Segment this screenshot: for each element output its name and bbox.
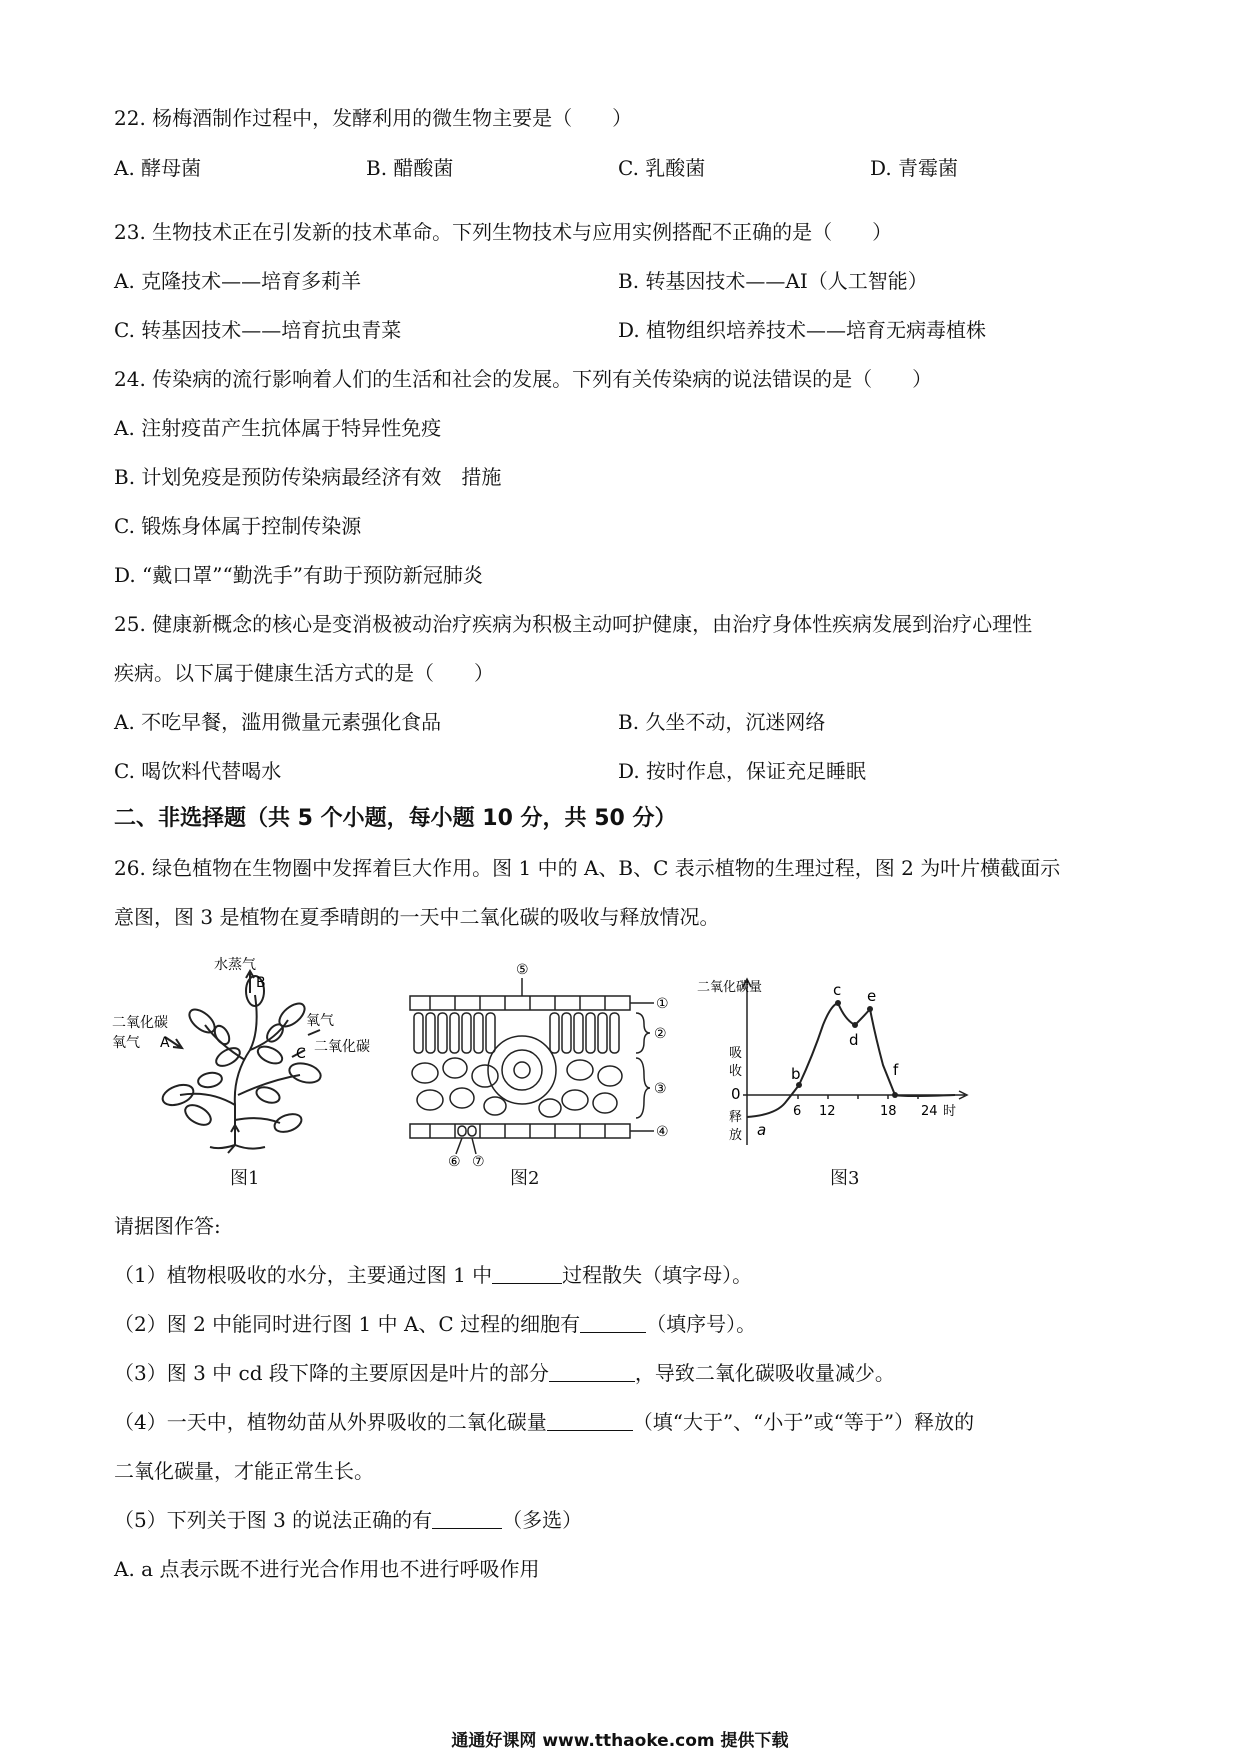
q25-option-c: C. 喝饮料代替喝水: [114, 759, 282, 783]
sub2-text-post: （填序号）。: [646, 1312, 757, 1336]
sub3-text-post: ，导致二氧化碳吸收量减少。: [634, 1361, 895, 1385]
q23-option-c: C. 转基因技术——培育抗虫青菜: [114, 318, 402, 342]
page-footer: 通通好课网 www.tthaoke.com 提供下载: [451, 1731, 789, 1751]
sub1-text-post: 过程散失（填字母）。: [562, 1263, 753, 1287]
q26-sub5: [114, 1506, 582, 1534]
sub2-text-pre: （2）图 2 中能同时进行图 1 中 A、C 过程的细胞有: [114, 1312, 581, 1336]
point-e: [867, 1006, 873, 1012]
plant-drawing: [160, 971, 323, 1153]
sub5-answer-blank[interactable]: [432, 1508, 502, 1529]
q23-stem: 23. 生物技术正在引发新的技术革命。下列生物技术与应用实例搭配不正确的是（ ）: [114, 220, 893, 244]
label-3: ③: [654, 1081, 667, 1097]
y-axis: [743, 979, 751, 1145]
label-1: ①: [656, 996, 669, 1012]
q26-stem-line2: 意图，图 3 是植物在夏季晴朗的一天中二氧化碳的吸收与释放情况。: [114, 905, 720, 929]
q26-sub5-option-a: A. a 点表示既不进行光合作用也不进行呼吸作用: [114, 1557, 540, 1581]
label-water-vapor: 水蒸气: [214, 957, 256, 973]
sub4-answer-blank[interactable]: [547, 1410, 633, 1431]
q24-option-c: C. 锻炼身体属于控制传染源: [114, 514, 362, 538]
q22-option-b: B. 醋酸菌: [366, 156, 454, 180]
q26-prompt: 请据图作答:: [114, 1214, 221, 1238]
label-6: ⑥: [448, 1154, 461, 1168]
q26-sub1: [114, 1261, 752, 1289]
label-point-f: f: [893, 1061, 899, 1079]
label-o2-left: 氧气: [112, 1035, 140, 1051]
point-c: [835, 1000, 841, 1006]
y-release-1: 释: [729, 1110, 743, 1125]
label-4: ④: [656, 1124, 669, 1140]
q26-sub4: [114, 1408, 974, 1436]
figure-1-plant: [110, 955, 390, 1155]
sub2-answer-blank[interactable]: [580, 1312, 646, 1333]
q22-option-a: A. 酵母菌: [114, 156, 202, 180]
q24-option-b: B. 计划免疫是预防传染病最经济有效 措施: [114, 465, 502, 489]
y-absorb-2: 收: [729, 1064, 743, 1079]
sub3-answer-blank[interactable]: [549, 1361, 635, 1382]
label-point-e: e: [867, 987, 877, 1005]
q25-option-d: D. 按时作息，保证充足睡眠: [618, 759, 867, 783]
x-unit: 时: [943, 1104, 957, 1119]
q22-option-d: D. 青霉菌: [870, 156, 959, 180]
q23-option-b: B. 转基因技术——AI（人工智能）: [618, 269, 928, 293]
figure-2-leaf-section: [400, 958, 700, 1168]
figure-2-caption: 图2: [510, 1168, 540, 1189]
label-o2-right: 氧气: [306, 1013, 334, 1029]
sub4-text-post: （填“大于”、“小于”或“等于”）释放的: [632, 1410, 975, 1434]
x-tick-24: 24: [921, 1104, 938, 1119]
q23-option-a: A. 克隆技术——培育多莉羊: [114, 269, 362, 293]
y-axis-label: 二氧化碳量: [697, 980, 763, 995]
label-c: C: [296, 1046, 306, 1062]
label-2: ②: [654, 1026, 667, 1042]
q25-option-a: A. 不吃早餐，滥用微量元素强化食品: [114, 710, 442, 734]
sub1-text-pre: （1）植物根吸收的水分，主要通过图 1 中: [114, 1263, 493, 1287]
point-f: [892, 1092, 898, 1098]
x-tick-6: 6: [793, 1104, 802, 1119]
section-title: 二、非选择题（共 5 个小题，每小题 10 分，共 50 分）: [114, 806, 677, 831]
label-co2-right: 二氧化碳: [314, 1039, 370, 1055]
label-point-d: d: [849, 1031, 859, 1049]
q26-sub4-line2: 二氧化碳量，才能正常生长。: [114, 1459, 374, 1483]
leaf-cells: [410, 978, 654, 1154]
q24-option-d: D. “戴口罩”“勤洗手”有助于预防新冠肺炎: [114, 563, 483, 587]
y-release-2: 放: [729, 1128, 743, 1143]
co2-curve: [747, 1003, 955, 1117]
figure-3-caption: 图3: [830, 1168, 860, 1189]
label-point-b: b: [791, 1065, 801, 1083]
q26-stem-line1: 26. 绿色植物在生物圈中发挥着巨大作用。图 1 中的 A、B、C 表示植物的生理过程，图 2 为叶片横截面示: [114, 856, 1061, 880]
sub4-text-pre: （4）一天中，植物幼苗从外界吸收的二氧化碳量: [114, 1410, 547, 1434]
q26-sub2: [114, 1310, 756, 1338]
figure-1-caption: 图1: [230, 1168, 260, 1189]
label-5: ⑤: [516, 962, 529, 978]
q26-sub3: [114, 1359, 895, 1387]
q25-stem-line2: 疾病。以下属于健康生活方式的是（ ）: [114, 661, 494, 685]
sub5-text-post: （多选）: [502, 1508, 583, 1532]
q25-stem-line1: 25. 健康新概念的核心是变消极被动治疗疾病为积极主动呵护健康，由治疗身体性疾病发展到治疗心理性: [114, 612, 1033, 636]
q23-option-d: D. 植物组织培养技术——培育无病毒植株: [618, 318, 987, 342]
q22-option-c: C. 乳酸菌: [618, 156, 706, 180]
sub5-text-pre: （5）下列关于图 3 的说法正确的有: [114, 1508, 433, 1532]
label-co2-left: 二氧化碳: [112, 1015, 168, 1031]
q25-option-b: B. 久坐不动，沉迷网络: [618, 710, 826, 734]
label-point-a: a: [757, 1121, 767, 1139]
q24-option-a: A. 注射疫苗产生抗体属于特异性免疫: [114, 416, 442, 440]
y-absorb-1: 吸: [729, 1046, 743, 1061]
label-7: ⑦: [472, 1154, 485, 1168]
x-tick-18: 18: [880, 1104, 897, 1119]
label-b: B: [256, 975, 266, 991]
x-tick-12: 12: [819, 1104, 836, 1119]
label-a: A: [160, 1035, 170, 1051]
figure-3-co2-chart: [695, 975, 985, 1160]
sub1-answer-blank[interactable]: [492, 1263, 562, 1284]
point-d: [852, 1022, 858, 1028]
zero-label: 0: [731, 1085, 741, 1103]
label-point-c: c: [833, 981, 842, 999]
q24-stem: 24. 传染病的流行影响着人们的生活和社会的发展。下列有关传染病的说法错误的是（ ）: [114, 367, 933, 391]
sub3-text-pre: （3）图 3 中 cd 段下降的主要原因是叶片的部分: [114, 1361, 549, 1385]
q22-stem: 22. 杨梅酒制作过程中，发酵利用的微生物主要是（ ）: [114, 106, 633, 130]
